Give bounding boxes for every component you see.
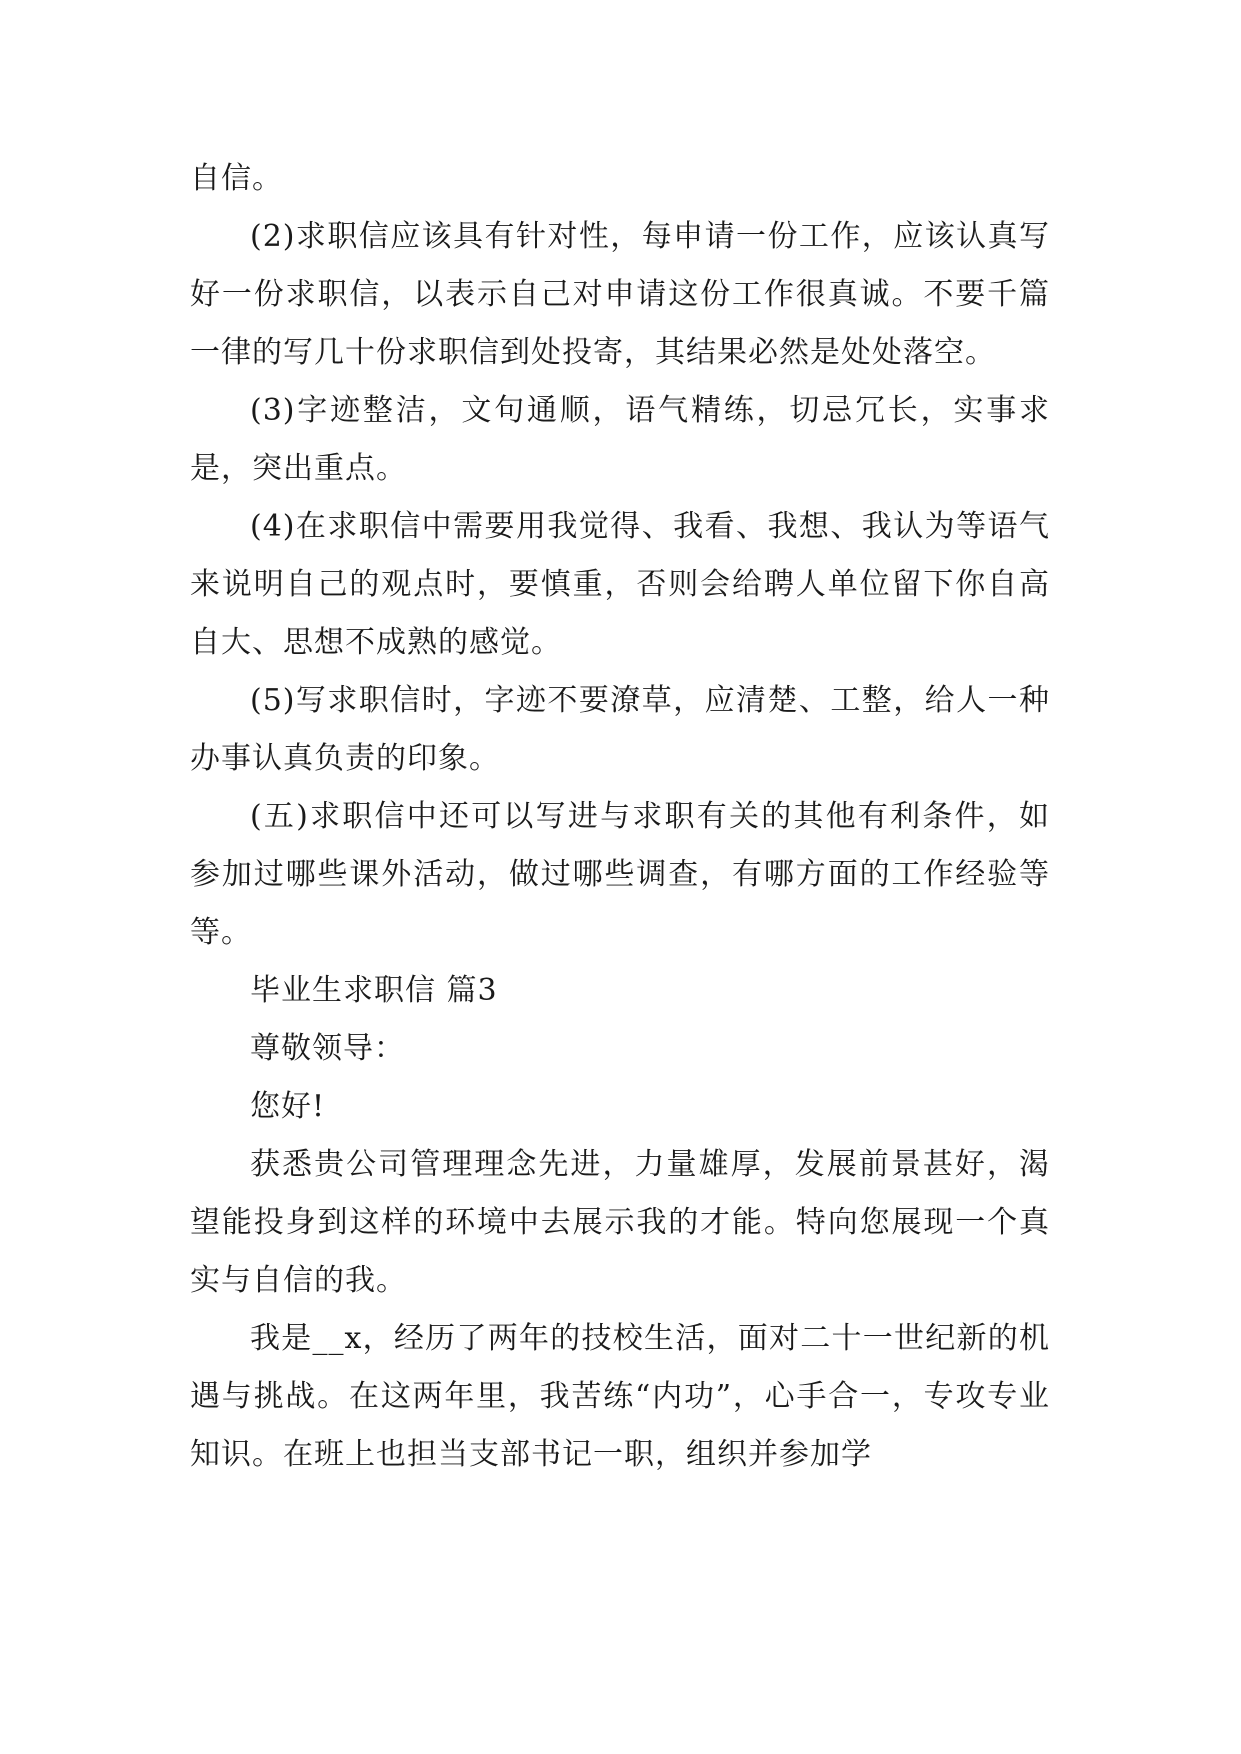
document-body [190,150,1050,1484]
paragraph-continuation: 自信。 [190,161,283,196]
paragraph-section-5: (五)求职信中还可以写进与求职有关的其他有利条件，如参加过哪些课外活动，做过哪些调查，有哪方面的工作经验等等。 [190,799,1050,950]
paragraph-item-2: (2)求职信应该具有针对性，每申请一份工作，应该认真写好一份求职信，以表示自己对申请这份工作很真诚。不要千篇一律的写几十份求职信到处投寄，其结果必然是处处落空。 [190,219,1050,370]
greeting: 您好! [250,1089,326,1124]
paragraph-item-5: (5)写求职信时，字迹不要潦草，应清楚、工整，给人一种办事认真负责的印象。 [190,683,1050,776]
paragraph-self-introduction: 我是__x，经历了两年的技校生活，面对二十一世纪新的机遇与挑战。在这两年里，我苦练“内功”，心手合一，专攻专业知识。在班上也担当支部书记一职，组织并参加学 [190,1321,1050,1472]
section-heading: 毕业生求职信 篇3 [250,973,498,1008]
salutation: 尊敬领导： [250,1031,405,1066]
paragraph-item-3: (3)字迹整洁，文句通顺，语气精练，切忌冗长，实事求是，突出重点。 [190,393,1050,486]
paragraph-item-4: (4)在求职信中需要用我觉得、我看、我想、我认为等语气来说明自己的观点时，要慎重，否则会给聘人单位留下你自高自大、思想不成熟的感觉。 [190,509,1050,660]
paragraph-intro: 获悉贵公司管理理念先进，力量雄厚，发展前景甚好，渴望能投身到这样的环境中去展示我的才能。特向您展现一个真实与自信的我。 [190,1147,1050,1298]
